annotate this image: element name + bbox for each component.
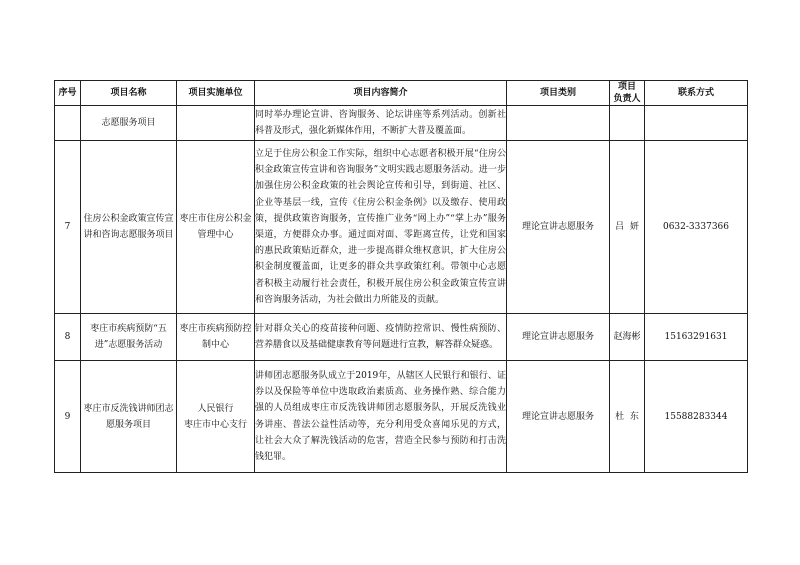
- cell-person: 杜 东: [610, 361, 645, 473]
- header-person: [610, 81, 645, 106]
- table-row: [55, 314, 748, 361]
- header-name: 项目名称: [81, 81, 177, 106]
- cell-person: 赵海彬: [610, 314, 645, 361]
- cell-desc: 同时举办理论宣讲、咨询服务、论坛讲座等系列活动。创新社科普及形式，强化新媒体作用，不断扩大普及覆盖面。: [255, 106, 507, 141]
- cell-name: 志愿服务项目: [81, 106, 177, 141]
- header-person-line2: 负责人: [613, 94, 641, 104]
- table-row: [55, 141, 748, 314]
- cell-unit-line2: 枣庄市中心支行: [183, 419, 247, 430]
- cell-desc: 立足于住房公积金工作实际，组织中心志愿者积极开展“住房公积金政策宣传宣讲和咨询服务”文明实践志愿服务活动。进一步加强住房公积金政策的社会舆论宣传和引导，到街道、社区、企业等基层一线，宣传《住房公积金条例》以及缴存、使用政策，提供政策咨询服务，宣传推广业务“网上办”“掌上办”服务渠道，方便群众办事。通过面对面、零距离宣传，让党和国家的惠民政策贴近群众，进一步提高群众维权意识，扩大住房公积金制度覆盖面，让更多的群众共享政策红利。带领中心志愿者积极主动履行社会责任，积极开展住房公积金政策宣传宣讲和咨询服务活动，为社会做出力所能及的贡献。: [255, 141, 507, 314]
- cell-unit: 枣庄市住房公积金管理中心: [177, 141, 255, 314]
- cell-category: 理论宣讲志愿服务: [507, 314, 610, 361]
- cell-name: 枣庄市疾病预防“五进”志愿服务活动: [81, 314, 177, 361]
- cell-unit-line1: 人民银行: [197, 403, 234, 414]
- cell-no: 7: [55, 141, 81, 314]
- cell-contact: 15588283344: [645, 361, 748, 473]
- table-row: [55, 361, 748, 473]
- cell-category: 理论宣讲志愿服务: [507, 361, 610, 473]
- header-contact: 联系方式: [645, 81, 748, 106]
- cell-contact: 0632-3337366: [645, 141, 748, 314]
- cell-no: [55, 106, 81, 141]
- cell-no: 8: [55, 314, 81, 361]
- cell-person: 吕 妍: [610, 141, 645, 314]
- cell-unit: 枣庄市疾病预防控制中心: [177, 314, 255, 361]
- cell-name: 枣庄市反洗钱讲师团志愿服务项目: [81, 361, 177, 473]
- project-table: [54, 80, 748, 473]
- cell-desc: 讲师团志愿服务队成立于2019年，从辖区人民银行和银行、证券以及保险等单位中选取政治素质高、业务操作熟、综合能力强的人员组成枣庄市反洗钱讲师团志愿服务队，开展反洗钱业务讲座、普法公益性活动等，充分利用受众喜闻乐见的方式，让社会大众了解洗钱活动的危害，营造全民参与预防和打击洗钱犯罪。: [255, 361, 507, 473]
- cell-no: 9: [55, 361, 81, 473]
- header-no: 序号: [55, 81, 81, 106]
- table-row: [55, 106, 748, 141]
- cell-category: [507, 106, 610, 141]
- table-header-row: [55, 81, 748, 106]
- header-unit: 项目实施单位: [177, 81, 255, 106]
- cell-contact: 15163291631: [645, 314, 748, 361]
- cell-person: [610, 106, 645, 141]
- cell-unit: [177, 106, 255, 141]
- header-category: 项目类别: [507, 81, 610, 106]
- header-desc: 项目内容简介: [255, 81, 507, 106]
- cell-category: 理论宣讲志愿服务: [507, 141, 610, 314]
- cell-unit: [177, 361, 255, 473]
- cell-name: 住房公积金政策宣传宣讲和咨询志愿服务项目: [81, 141, 177, 314]
- header-person-line1: 项目: [617, 82, 636, 92]
- cell-contact: [645, 106, 748, 141]
- cell-desc: 针对群众关心的疫苗接种问题、疫情防控常识、慢性病预防、营养膳食以及基础健康教育等问题进行宣教，解答群众疑惑。: [255, 314, 507, 361]
